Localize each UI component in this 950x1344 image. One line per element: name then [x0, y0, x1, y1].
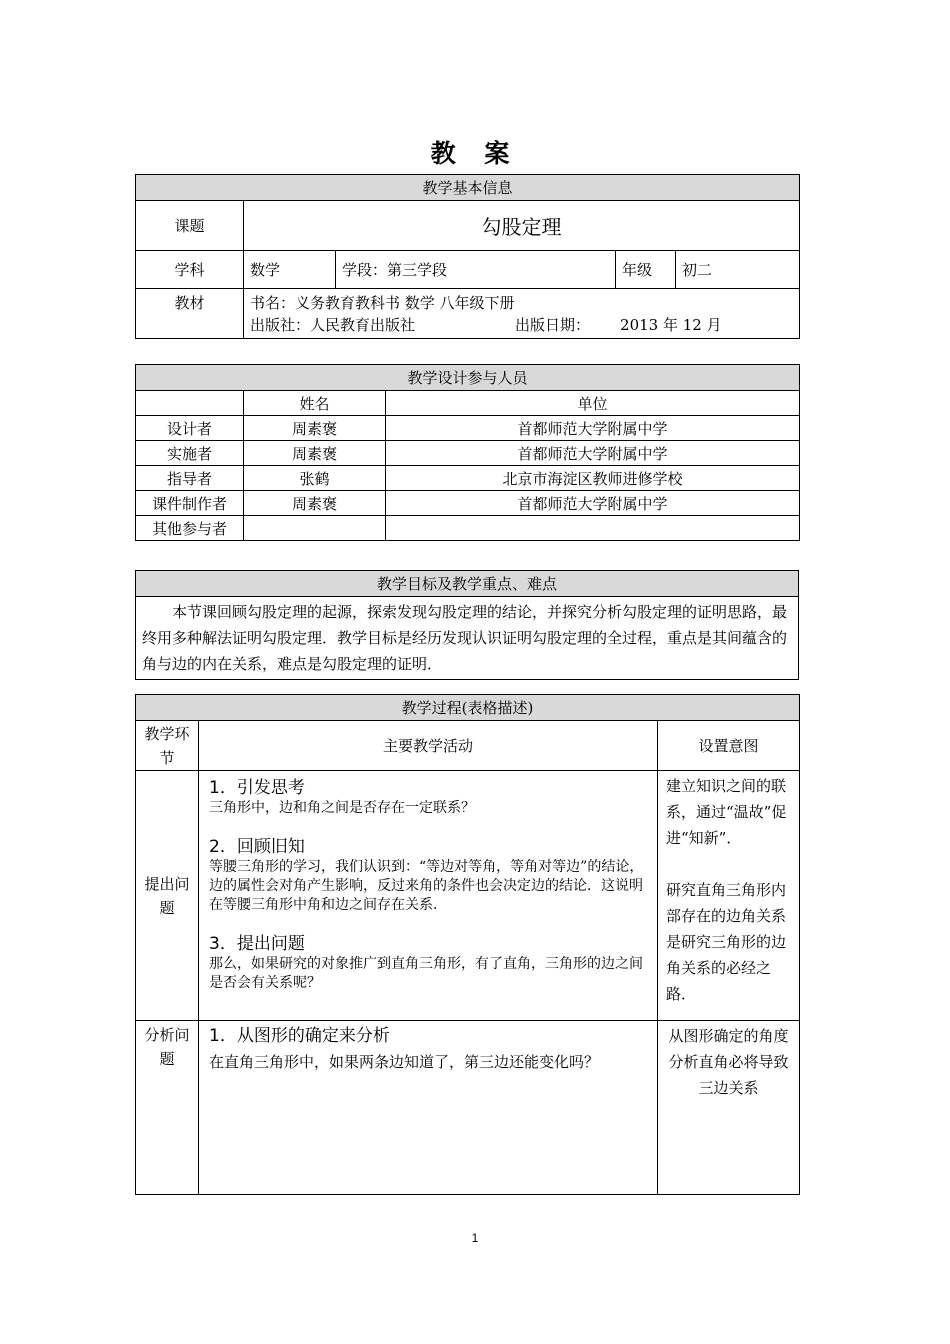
stage2-s1-num: 1．	[209, 1026, 237, 1046]
stage1-s2-title: 2．回顾旧知	[209, 837, 305, 857]
stage1-s1-body: 三角形中，边和角之间是否存在一定联系？	[209, 800, 475, 816]
participant-name: 周素褒	[244, 441, 386, 466]
textbook-info	[244, 289, 800, 339]
participant-role: 其他参与者	[136, 516, 244, 541]
participant-unit	[386, 516, 800, 541]
participants-corner	[136, 391, 244, 416]
book-line: 书名：义务教育教科书 数学 八年级下册	[250, 293, 515, 312]
objectives-text: 本节课回顾勾股定理的起源，探索发现勾股定理的结论，并探究分析勾股定理的证明思路，最终用多种解法证明勾股定理．教学目标是经历发现认识证明勾股定理的全过程，重点是其间蕴含的角与边的内在关系，难点是勾股定理的证明．	[136, 597, 799, 680]
stage1-intent	[658, 771, 800, 1021]
table-row	[136, 416, 800, 441]
participant-unit: 首都师范大学附属中学	[386, 441, 800, 466]
stage2-activity	[199, 1021, 658, 1195]
participant-role: 指导者	[136, 466, 244, 491]
participant-unit: 北京市海淀区教师进修学校	[386, 466, 800, 491]
participant-name	[244, 516, 386, 541]
stage2-intent: 从图形确定的角度分析直角必将导致三边关系	[658, 1021, 800, 1195]
col-name: 姓名	[244, 391, 386, 416]
stage2-name: 分析问题	[136, 1021, 199, 1195]
stage1-intent-2: 研究直角三角形内部存在的边角关系是研究三角形的边角关系的必经之路．	[666, 881, 787, 1003]
participant-name: 周素褒	[244, 416, 386, 441]
topic-label: 课题	[136, 201, 244, 251]
participant-unit: 首都师范大学附属中学	[386, 416, 800, 441]
stage1-s2-body: 等腰三角形的学习，我们认识到：“等边对等角，等角对等边”的结论，边的属性会对角产生影响，反过来角的条件也会决定边的结论．这说明在等腰三角形中角和边之间存在关系．	[209, 859, 644, 913]
stage1-intent-1: 建立知识之间的联系，通过“温故”促进“知新”．	[666, 777, 787, 847]
participant-name: 张鹤	[244, 466, 386, 491]
stage2-s1-body: 在直角三角形中，如果两条边知道了，第三边还能变化吗？	[209, 1053, 600, 1071]
table-row	[136, 466, 800, 491]
col-unit: 单位	[386, 391, 800, 416]
table-row	[136, 441, 800, 466]
stage1-s1-title: 1．引发思考	[209, 778, 305, 798]
participant-unit: 首都师范大学附属中学	[386, 491, 800, 516]
basic-info-table	[135, 174, 800, 339]
publisher: 出版社：人民教育出版社	[250, 315, 416, 334]
stage1-name: 提出问题	[136, 771, 199, 1021]
objectives-header: 教学目标及教学重点、难点	[136, 571, 799, 597]
stage1-s3-body: 那么，如果研究的对象推广到直角三角形，有了直角，三角形的边之间是否会有关系呢？	[209, 956, 643, 991]
participant-name: 周素褒	[244, 491, 386, 516]
process-table	[135, 694, 800, 1195]
publisher-line	[250, 314, 793, 336]
participants-header: 教学设计参与人员	[136, 365, 800, 391]
participant-role: 课件制作者	[136, 491, 244, 516]
grade-value: 初二	[676, 251, 800, 289]
col-activity: 主要教学活动	[199, 721, 658, 771]
stage1-s3-title: 3．提出问题	[209, 934, 305, 954]
table-row	[136, 516, 800, 541]
participant-role: 实施者	[136, 441, 244, 466]
subject-label: 学科	[136, 251, 244, 289]
process-header: 教学过程(表格描述)	[136, 695, 800, 721]
participants-table	[135, 364, 800, 541]
pub-date-value: 2013 年 12 月	[620, 315, 722, 334]
topic-value: 勾股定理	[244, 201, 800, 251]
pub-date-label: 出版日期：	[515, 315, 591, 334]
grade-label: 年级	[616, 251, 676, 289]
objectives-table	[135, 570, 799, 680]
stage2-s1-title: 从图形的确定来分析	[236, 1026, 390, 1046]
stage1-activity	[199, 771, 658, 1021]
col-stage: 教学环节	[136, 721, 199, 771]
stage-text: 学段：第三学段	[336, 251, 616, 289]
basic-info-header: 教学基本信息	[136, 175, 800, 201]
page-title: 教 案	[430, 139, 520, 168]
col-intent: 设置意图	[658, 721, 800, 771]
page-number: 1	[471, 1231, 479, 1245]
textbook-label: 教材	[136, 289, 244, 339]
participant-role: 设计者	[136, 416, 244, 441]
subject-value: 数学	[244, 251, 336, 289]
stage2-s1-title-line	[209, 1025, 647, 1047]
table-row	[136, 491, 800, 516]
